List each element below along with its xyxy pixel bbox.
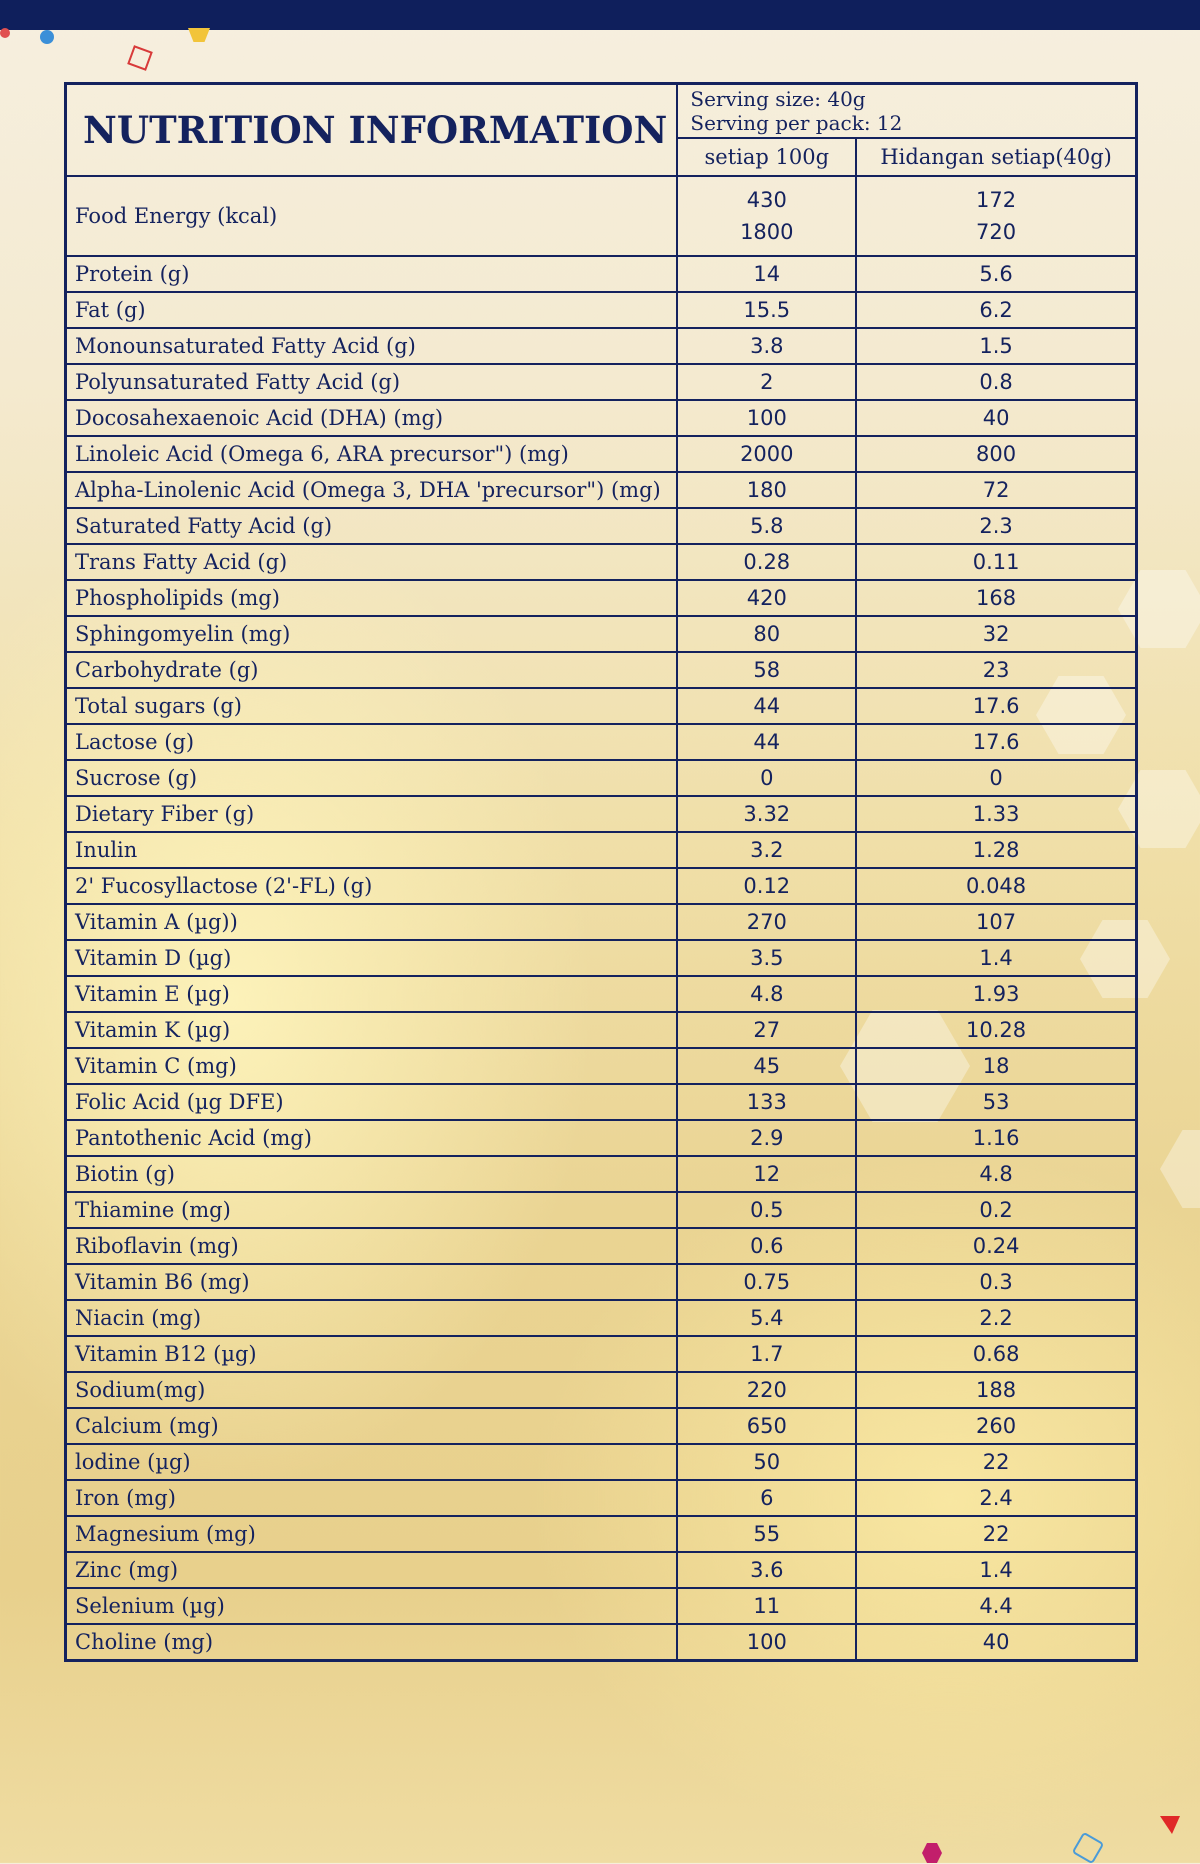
row-label: Sodium(mg) xyxy=(66,1372,678,1408)
row-value-per100g: 4.8 xyxy=(677,976,856,1012)
confetti-magenta-hex xyxy=(922,1843,942,1863)
table-row xyxy=(66,544,1137,580)
table-row xyxy=(66,1480,1137,1516)
row-value-per100g: 650 xyxy=(677,1408,856,1444)
row-value-per100g: 100 xyxy=(677,400,856,436)
table-row xyxy=(66,292,1137,328)
table-row xyxy=(66,400,1137,436)
column-header-per-serving: Hidangan setiap(40g) xyxy=(856,138,1136,176)
row-value-per-serving: 1.28 xyxy=(856,832,1136,868)
table-row xyxy=(66,976,1137,1012)
table-row xyxy=(66,580,1137,616)
row-label: Selenium (µg) xyxy=(66,1588,678,1624)
row-value-per100g: 1.7 xyxy=(677,1336,856,1372)
table-row xyxy=(66,832,1137,868)
row-value-per-serving: 1.5 xyxy=(856,328,1136,364)
row-value-per100g: 0.28 xyxy=(677,544,856,580)
row-value-per100g: 45 xyxy=(677,1048,856,1084)
row-label: Phospholipids (mg) xyxy=(66,580,678,616)
table-row xyxy=(66,256,1137,292)
table-row xyxy=(66,724,1137,760)
row-value-per100g: 270 xyxy=(677,904,856,940)
row-label: Dietary Fiber (g) xyxy=(66,796,678,832)
table-row xyxy=(66,868,1137,904)
table-row xyxy=(66,1012,1137,1048)
row-label: Calcium (mg) xyxy=(66,1408,678,1444)
serving-info xyxy=(677,84,1136,139)
row-label: Total sugars (g) xyxy=(66,688,678,724)
row-label: Vitamin B6 (mg) xyxy=(66,1264,678,1300)
row-value-per100g: 11 xyxy=(677,1588,856,1624)
row-value-per100g: 14 xyxy=(677,256,856,292)
row-label: Polyunsaturated Fatty Acid (g) xyxy=(66,364,678,400)
row-value-per-serving: 6.2 xyxy=(856,292,1136,328)
page-title: NUTRITION INFORMATION xyxy=(66,84,678,177)
row-label: Zinc (mg) xyxy=(66,1552,678,1588)
row-label: Monounsaturated Fatty Acid (g) xyxy=(66,328,678,364)
row-value-per-serving: 4.8 xyxy=(856,1156,1136,1192)
row-value-per100g: 2.9 xyxy=(677,1120,856,1156)
row-value-per100g: 180 xyxy=(677,472,856,508)
row-value-per100g: 3.32 xyxy=(677,796,856,832)
row-value-per100g: 58 xyxy=(677,652,856,688)
row-label: Sphingomyelin (mg) xyxy=(66,616,678,652)
table-row xyxy=(66,760,1137,796)
row-label: Trans Fatty Acid (g) xyxy=(66,544,678,580)
row-value-per100g: 15.5 xyxy=(677,292,856,328)
row-value-per100g: 55 xyxy=(677,1516,856,1552)
confetti-yellow-hex xyxy=(188,28,210,42)
row-value-per-serving: 1.4 xyxy=(856,1552,1136,1588)
row-value-per-serving: 2.3 xyxy=(856,508,1136,544)
row-label: Vitamin D (µg) xyxy=(66,940,678,976)
row-value-per100g: 0.12 xyxy=(677,868,856,904)
table-row xyxy=(66,688,1137,724)
row-label: Vitamin C (mg) xyxy=(66,1048,678,1084)
column-header-per100g: setiap 100g xyxy=(677,138,856,176)
table-row-food-energy xyxy=(66,176,1137,256)
row-value-per100g: 3.8 xyxy=(677,328,856,364)
table-row xyxy=(66,1372,1137,1408)
row-value-per-serving: 0 xyxy=(856,760,1136,796)
energy-per100g-kj: 1800 xyxy=(740,220,794,244)
energy-per100g-cell xyxy=(677,176,856,256)
table-row xyxy=(66,1120,1137,1156)
row-value-per-serving: 5.6 xyxy=(856,256,1136,292)
row-label: Choline (mg) xyxy=(66,1624,678,1660)
table-row xyxy=(66,796,1137,832)
table-row xyxy=(66,436,1137,472)
row-label: Lactose (g) xyxy=(66,724,678,760)
table-row xyxy=(66,1408,1137,1444)
serving-per-pack: Serving per pack: 12 xyxy=(690,111,903,135)
row-value-per100g: 100 xyxy=(677,1624,856,1660)
table-row xyxy=(66,472,1137,508)
row-value-per-serving: 168 xyxy=(856,580,1136,616)
table-row xyxy=(66,616,1137,652)
row-label: Biotin (g) xyxy=(66,1156,678,1192)
energy-per-serving-kj: 720 xyxy=(976,220,1017,244)
row-value-per-serving: 72 xyxy=(856,472,1136,508)
table-row xyxy=(66,1552,1137,1588)
row-value-per100g: 2 xyxy=(677,364,856,400)
row-value-per-serving: 32 xyxy=(856,616,1136,652)
table-row xyxy=(66,1084,1137,1120)
row-label: Fat (g) xyxy=(66,292,678,328)
table-row xyxy=(66,1444,1137,1480)
row-value-per-serving: 1.4 xyxy=(856,940,1136,976)
table-row xyxy=(66,940,1137,976)
row-value-per100g: 3.5 xyxy=(677,940,856,976)
row-value-per100g: 27 xyxy=(677,1012,856,1048)
row-label: Pantothenic Acid (mg) xyxy=(66,1120,678,1156)
row-value-per100g: 44 xyxy=(677,724,856,760)
row-value-per100g: 0.75 xyxy=(677,1264,856,1300)
nutrition-table xyxy=(64,82,1138,1662)
row-value-per-serving: 40 xyxy=(856,1624,1136,1660)
table-row xyxy=(66,1192,1137,1228)
row-value-per-serving: 0.24 xyxy=(856,1228,1136,1264)
row-label: Iron (mg) xyxy=(66,1480,678,1516)
table-row xyxy=(66,1156,1137,1192)
row-label: Linoleic Acid (Omega 6, ARA precursor") (mg) xyxy=(66,436,678,472)
row-label: lodine (µg) xyxy=(66,1444,678,1480)
row-value-per100g: 420 xyxy=(677,580,856,616)
row-value-per-serving: 4.4 xyxy=(856,1588,1136,1624)
row-value-per100g: 80 xyxy=(677,616,856,652)
confetti-blue-hex-outline xyxy=(1072,1832,1105,1864)
row-value-per-serving: 107 xyxy=(856,904,1136,940)
row-label: Niacin (mg) xyxy=(66,1300,678,1336)
row-value-per100g: 2000 xyxy=(677,436,856,472)
row-value-per-serving: 0.048 xyxy=(856,868,1136,904)
row-label: Vitamin E (µg) xyxy=(66,976,678,1012)
row-value-per100g: 0.6 xyxy=(677,1228,856,1264)
row-value-per100g: 50 xyxy=(677,1444,856,1480)
row-value-per-serving: 1.93 xyxy=(856,976,1136,1012)
row-value-per100g: 6 xyxy=(677,1480,856,1516)
row-label: Magnesium (mg) xyxy=(66,1516,678,1552)
row-value-per100g: 133 xyxy=(677,1084,856,1120)
row-value-per-serving: 17.6 xyxy=(856,688,1136,724)
row-value-per-serving: 40 xyxy=(856,400,1136,436)
row-value-per-serving: 1.33 xyxy=(856,796,1136,832)
table-row xyxy=(66,364,1137,400)
row-value-per-serving: 17.6 xyxy=(856,724,1136,760)
row-value-per-serving: 800 xyxy=(856,436,1136,472)
row-label: Vitamin K (µg) xyxy=(66,1012,678,1048)
top-banner-bar xyxy=(0,0,1200,30)
row-label: Thiamine (mg) xyxy=(66,1192,678,1228)
confetti-red-dot xyxy=(0,28,10,38)
confetti-blue-dot xyxy=(40,30,54,44)
table-row xyxy=(66,328,1137,364)
row-value-per100g: 3.2 xyxy=(677,832,856,868)
energy-per-serving-cell xyxy=(856,176,1136,256)
table-row xyxy=(66,652,1137,688)
row-label: Folic Acid (µg DFE) xyxy=(66,1084,678,1120)
row-value-per100g: 3.6 xyxy=(677,1552,856,1588)
row-label: Docosahexaenoic Acid (DHA) (mg) xyxy=(66,400,678,436)
row-value-per-serving: 18 xyxy=(856,1048,1136,1084)
row-value-per100g: 5.4 xyxy=(677,1300,856,1336)
row-label: Protein (g) xyxy=(66,256,678,292)
row-value-per100g: 0.5 xyxy=(677,1192,856,1228)
row-value-per-serving: 10.28 xyxy=(856,1012,1136,1048)
energy-per100g-kcal: 430 xyxy=(746,188,787,212)
table-row xyxy=(66,1624,1137,1660)
row-value-per-serving: 22 xyxy=(856,1444,1136,1480)
row-value-per100g: 5.8 xyxy=(677,508,856,544)
confetti-red-square xyxy=(127,45,153,71)
row-label: Food Energy (kcal) xyxy=(66,176,678,256)
table-row xyxy=(66,508,1137,544)
row-value-per-serving: 0.68 xyxy=(856,1336,1136,1372)
table-row xyxy=(66,1516,1137,1552)
table-row xyxy=(66,1048,1137,1084)
row-value-per-serving: 188 xyxy=(856,1372,1136,1408)
nutrient-rows xyxy=(66,256,1137,1660)
table-row xyxy=(66,1336,1137,1372)
table-row xyxy=(66,904,1137,940)
row-value-per-serving: 23 xyxy=(856,652,1136,688)
row-value-per100g: 12 xyxy=(677,1156,856,1192)
row-value-per-serving: 0.3 xyxy=(856,1264,1136,1300)
row-label: Inulin xyxy=(66,832,678,868)
row-label: Sucrose (g) xyxy=(66,760,678,796)
row-value-per-serving: 2.4 xyxy=(856,1480,1136,1516)
row-value-per-serving: 260 xyxy=(856,1408,1136,1444)
row-value-per-serving: 22 xyxy=(856,1516,1136,1552)
table-row xyxy=(66,1264,1137,1300)
energy-per-serving-kcal: 172 xyxy=(976,188,1017,212)
row-label: Riboflavin (mg) xyxy=(66,1228,678,1264)
table-row xyxy=(66,1300,1137,1336)
row-label: Alpha-Linolenic Acid (Omega 3, DHA 'precursor") (mg) xyxy=(66,472,678,508)
row-value-per-serving: 0.2 xyxy=(856,1192,1136,1228)
row-label: 2' Fucosyllactose (2'-FL) (g) xyxy=(66,868,678,904)
table-row xyxy=(66,1588,1137,1624)
table-row xyxy=(66,1228,1137,1264)
row-value-per-serving: 0.8 xyxy=(856,364,1136,400)
row-value-per-serving: 1.16 xyxy=(856,1120,1136,1156)
row-value-per-serving: 53 xyxy=(856,1084,1136,1120)
row-value-per-serving: 2.2 xyxy=(856,1300,1136,1336)
row-value-per100g: 220 xyxy=(677,1372,856,1408)
background-hexagon xyxy=(1160,1130,1200,1208)
serving-size: Serving size: 40g xyxy=(690,87,866,111)
row-label: Carbohydrate (g) xyxy=(66,652,678,688)
row-value-per100g: 0 xyxy=(677,760,856,796)
row-value-per100g: 44 xyxy=(677,688,856,724)
confetti-red-triangle xyxy=(1160,1816,1180,1834)
row-label: Vitamin B12 (µg) xyxy=(66,1336,678,1372)
row-label: Saturated Fatty Acid (g) xyxy=(66,508,678,544)
row-value-per-serving: 0.11 xyxy=(856,544,1136,580)
table-header-row xyxy=(66,84,1137,139)
row-label: Vitamin A (µg)) xyxy=(66,904,678,940)
